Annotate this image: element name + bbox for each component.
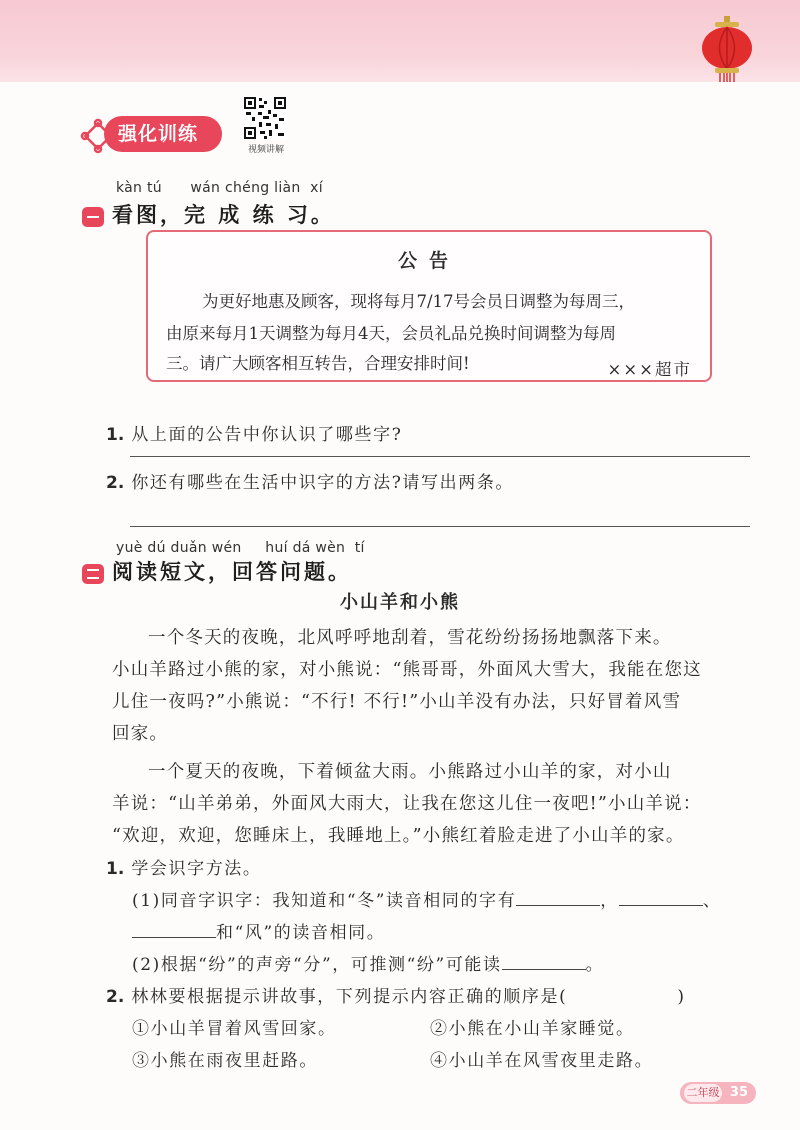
subquestion-end: 。 xyxy=(585,955,605,975)
question-number: 2. xyxy=(106,473,125,493)
option-3: ③小熊在雨夜里赶路。 xyxy=(132,1051,318,1071)
story-line: 回家。 xyxy=(112,724,169,744)
top-banner xyxy=(0,0,800,82)
subquestion-2 xyxy=(132,950,604,975)
question-number: 2. xyxy=(106,987,125,1007)
question-1 xyxy=(106,420,402,445)
notice-title: 公告 xyxy=(397,250,460,272)
question-number: 1. xyxy=(106,859,125,879)
paren-close: ) xyxy=(677,987,686,1007)
story-line: 羊说：“山羊弟弟，外面风大雨大，让我在您这儿住一夜吧!”小山羊说： xyxy=(112,794,702,814)
answer-line-2[interactable] xyxy=(130,526,750,527)
qr-caption: 视频讲解 xyxy=(247,145,284,155)
question-2-1 xyxy=(106,854,262,879)
story-line: 儿住一夜吗?”小熊说：“不行! 不行!”小山羊没有办法，只好冒着风雪 xyxy=(112,692,682,712)
notice-signature: ×××超市 xyxy=(607,360,692,379)
question-2 xyxy=(106,468,514,493)
option-2: ②小熊在小山羊家睡觉。 xyxy=(430,1019,635,1039)
story-line: 小山羊路过小熊的家，对小熊说：“熊哥哥，外面风大雪大，我能在您这 xyxy=(112,660,702,680)
question-text: 学会识字方法。 xyxy=(131,859,262,879)
question-number: 1. xyxy=(106,425,125,445)
story-line: “欢迎，欢迎，您睡床上，我睡地上。”小熊红着脸走进了小山羊的家。 xyxy=(112,826,685,846)
subquestion-text: 和“风”的读音相同。 xyxy=(216,923,386,943)
option-4: ④小山羊在风雪夜里走路。 xyxy=(430,1051,654,1071)
fill-blank[interactable] xyxy=(132,920,216,938)
question-text: 你还有哪些在生活中识字的方法?请写出两条。 xyxy=(131,473,515,493)
subquestion-1 xyxy=(132,886,721,911)
separator: 、 xyxy=(702,891,722,911)
fill-blank[interactable] xyxy=(516,888,600,906)
question-2-2 xyxy=(106,982,686,1007)
qr-code[interactable] xyxy=(243,96,287,140)
section-number-two-icon xyxy=(82,564,104,584)
section-number-one-icon xyxy=(82,207,104,227)
grade-label: 二年级 xyxy=(684,1084,722,1102)
lantern-icon xyxy=(700,16,754,82)
question-text: 从上面的公告中你认识了哪些字? xyxy=(131,425,403,445)
fill-blank[interactable] xyxy=(619,888,703,906)
notice-box xyxy=(146,230,712,382)
section2-pinyin: yuè dú duǎn wén huí dá wèn tí xyxy=(116,540,365,556)
section2-title: 阅读短文，回答问题。 xyxy=(112,560,352,584)
story-line: 一个夏天的夜晚，下着倾盆大雨。小熊路过小山羊的家，对小山 xyxy=(148,762,672,782)
notice-line: 为更好地惠及顾客，现将每月7/17号会员日调整为每周三， xyxy=(202,292,636,311)
answer-line-1[interactable] xyxy=(130,456,750,457)
section1-title: 看图，完 成 练 习。 xyxy=(112,203,335,227)
question-text: 林林要根据提示讲故事，下列提示内容正确的顺序是( xyxy=(131,987,568,1007)
story-line: 一个冬天的夜晚，北风呼呼地刮着，雪花纷纷扬扬地飘落下来。 xyxy=(148,628,672,648)
page-footer-tab xyxy=(680,1082,756,1104)
notice-line: 由原来每月1天调整为每月4天，会员礼品兑换时间调整为每周 xyxy=(166,324,616,343)
separator: ， xyxy=(600,891,619,911)
section-badge: 强化训练 xyxy=(104,116,222,152)
option-1: ①小山羊冒着风雪回家。 xyxy=(132,1019,337,1039)
section1-pinyin: kàn tú wán chéng liàn xí xyxy=(116,180,323,196)
notice-line: 三。请广大顾客相互转告，合理安排时间! xyxy=(166,354,470,373)
page-number: 35 xyxy=(729,1085,748,1100)
subquestion-text: (1)同音字识字：我知道和“冬”读音相同的字有 xyxy=(132,891,517,911)
story-title: 小山羊和小熊 xyxy=(340,592,460,613)
subquestion-1-cont xyxy=(132,918,385,943)
subquestion-text: (2)根据“纷”的声旁“分”，可推测“纷”可能读 xyxy=(132,955,502,975)
fill-blank[interactable] xyxy=(502,952,586,970)
